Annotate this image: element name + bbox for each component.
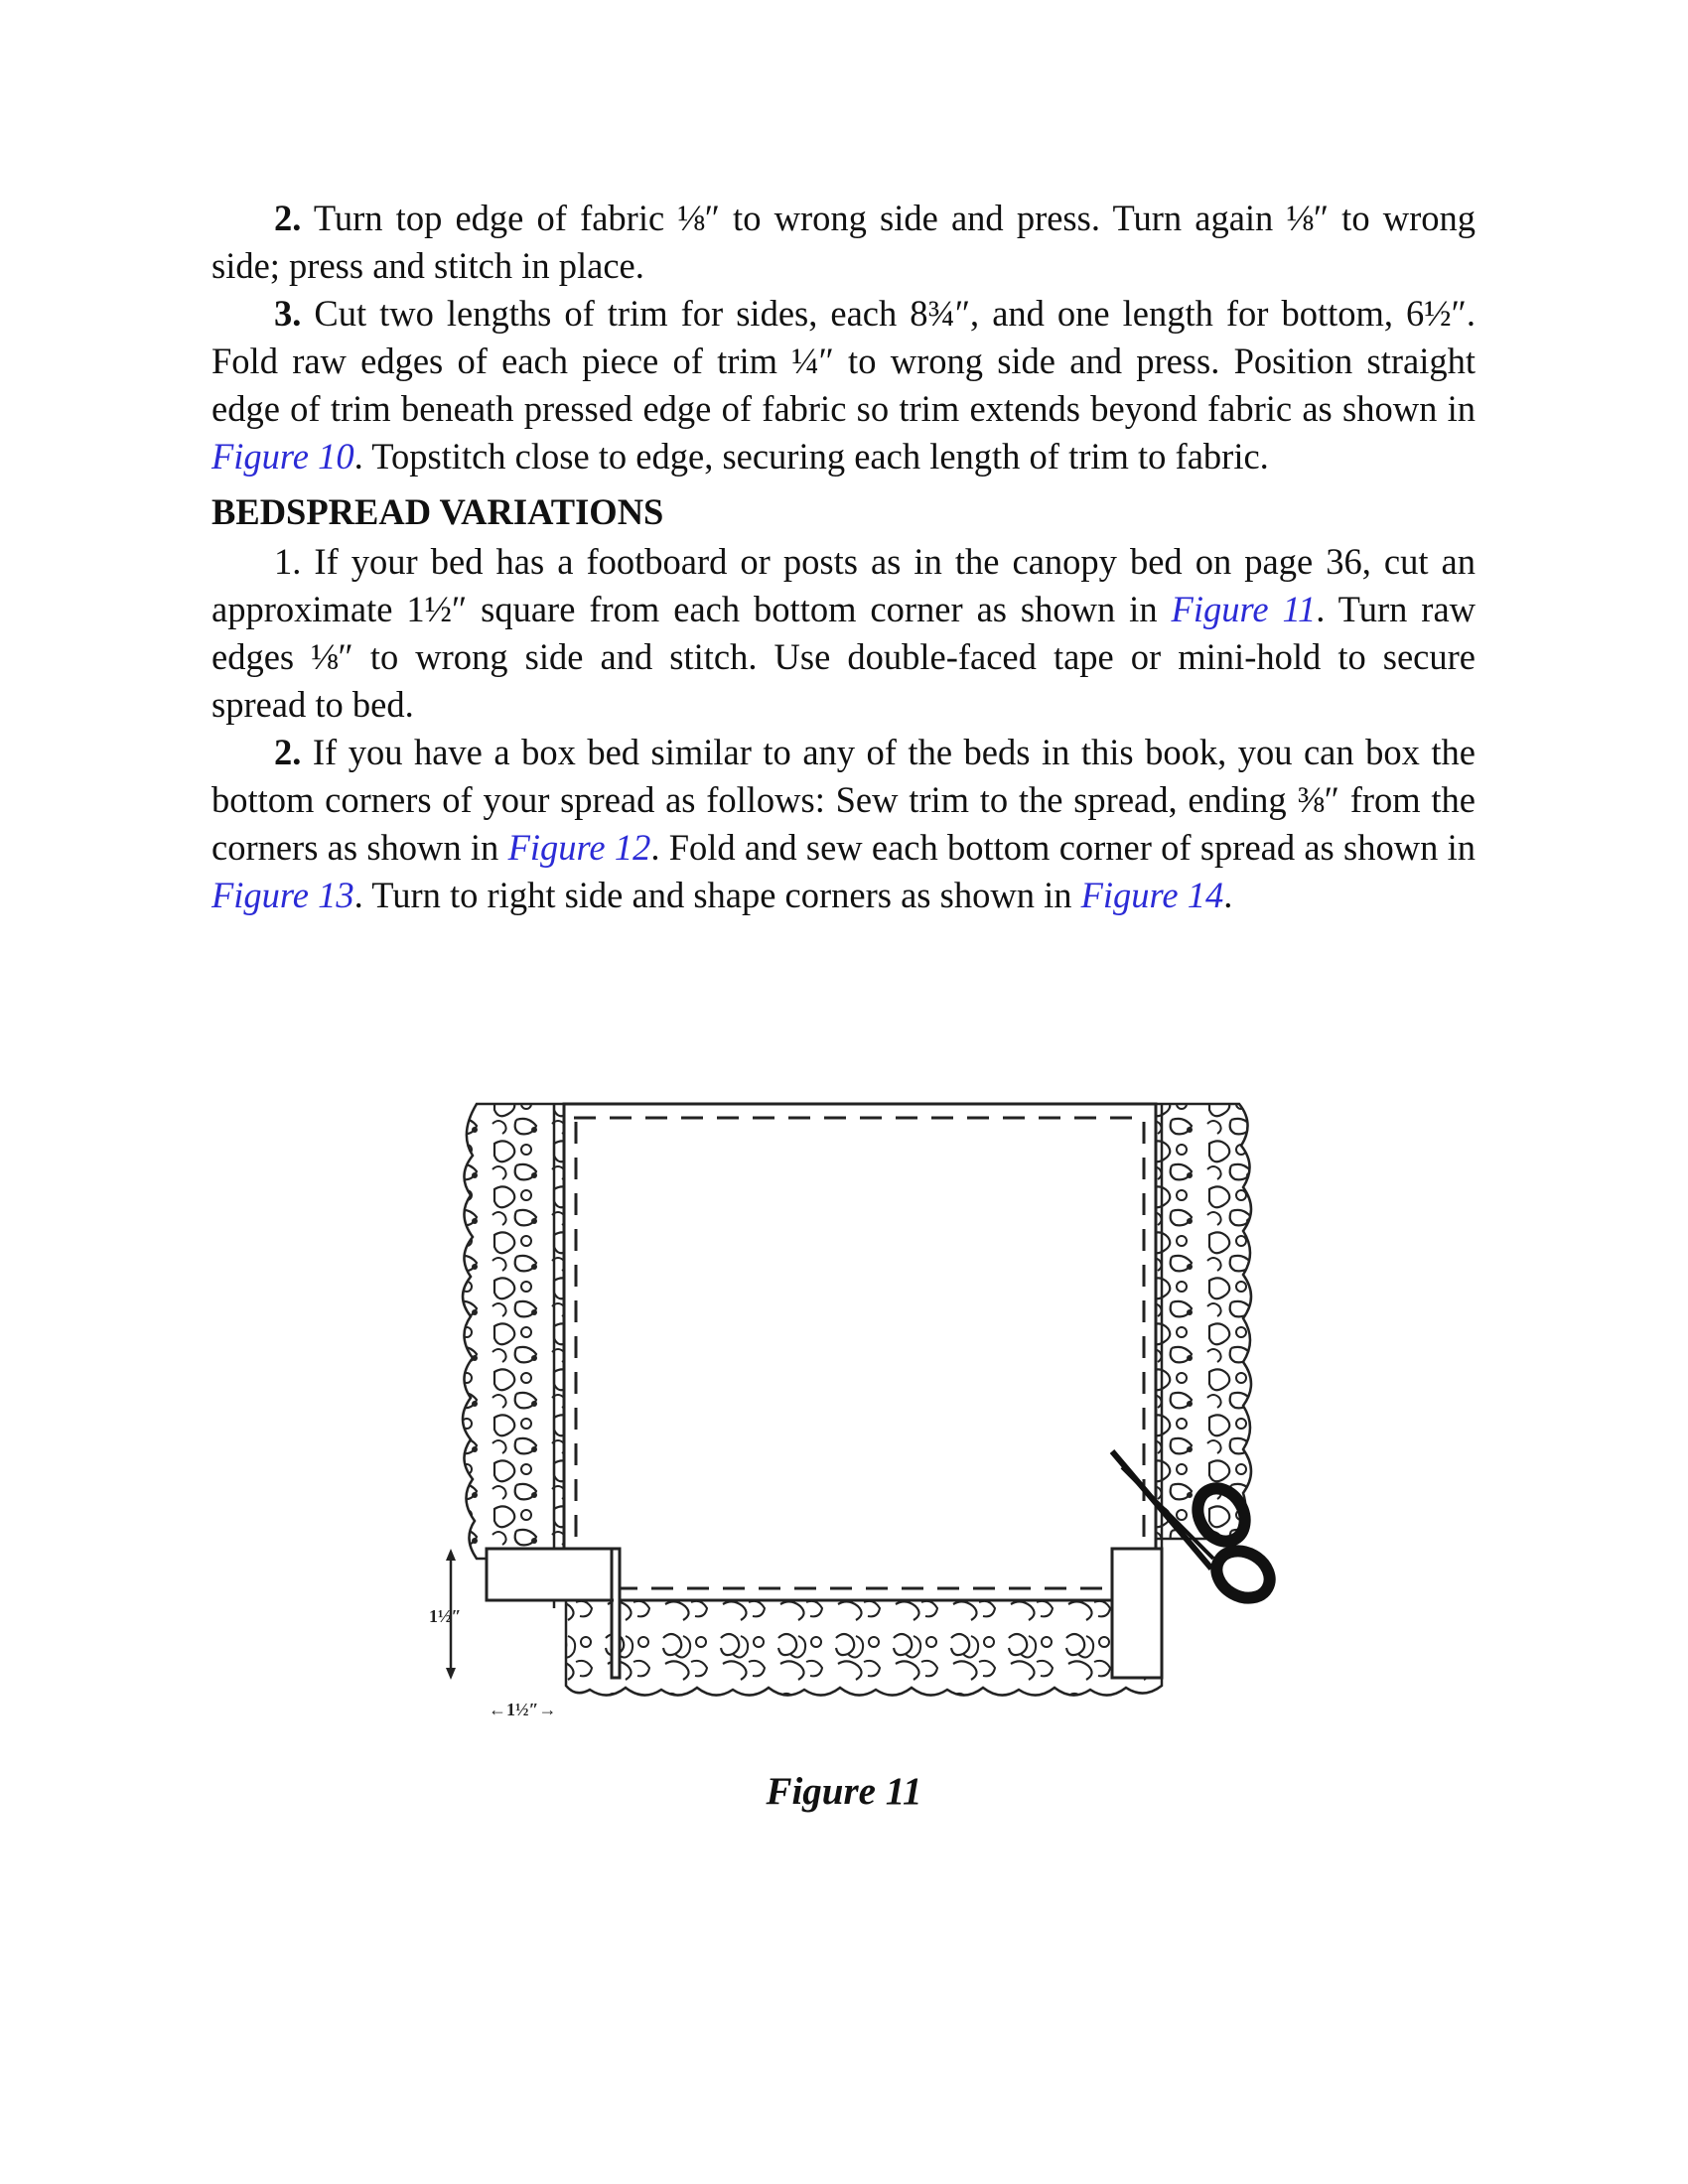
step-number: 3.	[274, 293, 302, 334]
bottom-lace-trim	[566, 1600, 1162, 1696]
bedspread-diagram	[427, 1092, 1291, 1727]
left-corner-cut	[487, 1549, 614, 1600]
paragraph-text: .	[1223, 875, 1233, 915]
fabric-panel	[564, 1104, 1156, 1600]
step-number: 2.	[274, 198, 302, 238]
figure-11-link[interactable]: Figure 11	[1171, 589, 1317, 629]
right-lace-trim	[1154, 1104, 1251, 1539]
figure-14-link[interactable]: Figure 14	[1080, 875, 1224, 915]
figure-13-link[interactable]: Figure 13	[211, 875, 354, 915]
paragraph-text: Turn top edge of fabric ⅛″ to wrong side and press. Turn again ⅛″ to wrong side; press and stitch in place.	[211, 198, 1476, 286]
paragraph-text: . Turn raw edges ⅛″ to wrong side and stitch. Use double-faced tape or mini-hold to secure spread to bed.	[211, 589, 1477, 725]
section-heading: BEDSPREAD VARIATIONS	[211, 491, 664, 532]
step-number: 1.	[274, 541, 302, 582]
dimension-vertical-label: 1½″	[429, 1606, 462, 1626]
step-number: 2.	[274, 732, 302, 772]
left-lace-trim	[463, 1104, 564, 1559]
paragraph-variation-1	[211, 538, 1476, 729]
paragraph-text: If your bed has a footboard or posts as in the canopy bed on page 36, cut an approximate 1½″ square from each bottom corner as shown in	[211, 541, 1476, 629]
dimension-horizontal-label: ←1½″→	[489, 1700, 557, 1719]
paragraph-text: Cut two lengths of trim for sides, each 8¾″, and one length for bottom, 6½″. Fold raw edges of each piece of trim ¼″ to wrong side and press. Position straight edge of trim beneath pressed edge of fabric so trim extends beyond fabric as shown in	[211, 293, 1476, 429]
paragraph-text: . Topstitch close to edge, securing each length of trim to fabric.	[353, 436, 1269, 477]
figure-10-link[interactable]: Figure 10	[211, 436, 354, 477]
paragraph-text: . Fold and sew each bottom corner of spread as shown in	[650, 827, 1476, 868]
figure-12-link[interactable]: Figure 12	[507, 827, 651, 868]
paragraph-variation-2	[211, 729, 1476, 919]
right-corner-cut	[1112, 1549, 1162, 1678]
paragraph-step-3	[211, 290, 1476, 480]
figure-11-illustration	[427, 1092, 1291, 1727]
paragraph-text: . Turn to right side and shape corners as shown in	[353, 875, 1081, 915]
paragraph-text: If you have a box bed similar to any of the beds in this book, you can box the bottom corners of your spread as follows: Sew trim to the spread, ending ⅜″ from the corners as shown in	[211, 732, 1476, 868]
document-body	[211, 195, 1476, 919]
left-corner-cut-edge	[612, 1549, 620, 1678]
paragraph-step-2	[211, 195, 1476, 290]
figure-caption: Figure 11	[766, 1770, 922, 1813]
